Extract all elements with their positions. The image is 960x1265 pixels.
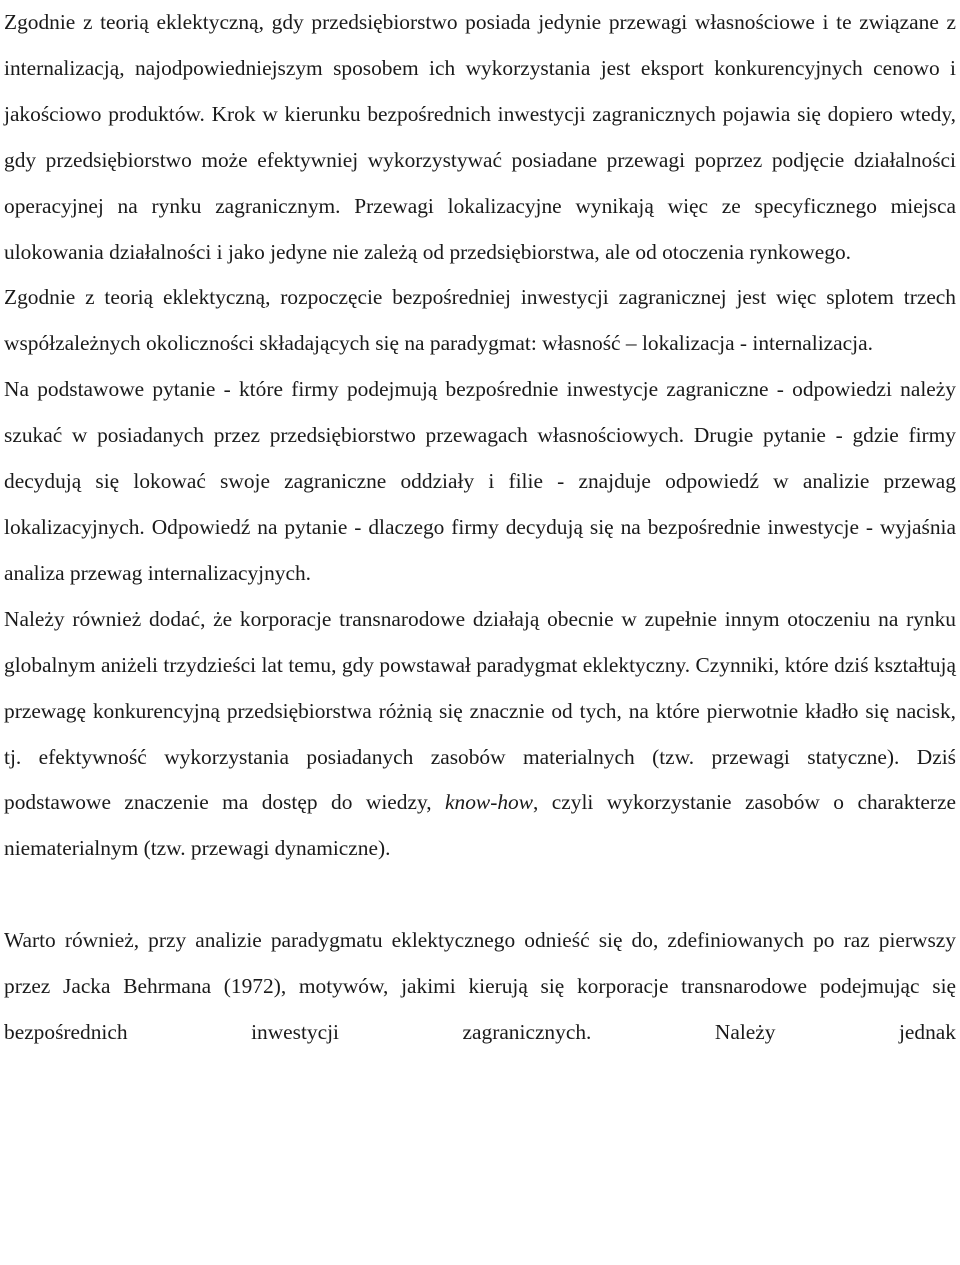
paragraph-text: Zgodnie z teorią eklektyczną, gdy przedsiębiorstwo posiada jedynie przewagi własnościowe i te związane z internalizacją, najodpowiedniejszym sposobem ich wykorzystania jest eksport konkurencyjnych cenowo i jakościowo produktów. Krok w kierunku bezpośrednich inwestycji zagranicznych pojawia się dopiero wtedy, gdy przedsiębiorstwo może efektywniej wykorzystywać posiadane przewagi poprzez podjęcie działalności operacyjnej na rynku zagranicznym. Przewagi lokalizacyjne wynikają więc ze specyficznego miejsca ulokowania działalności i jako jedyne nie zależą od przedsiębiorstwa, ale od otoczenia rynkowego. [4,10,956,264]
paragraph-text: Zgodnie z teorią eklektyczną, rozpoczęcie bezpośredniej inwestycji zagranicznej jest więc splotem trzech współzależnych okoliczności składających się na paradygmat: własność – lokalizacja - internalizacja. [4,285,956,356]
paragraph-text: Należy również dodać, że korporacje transnarodowe działają obecnie w zupełnie innym otoczeniu na rynku globalnym aniżeli trzydzieści lat temu, gdy powstawał paradygmat eklektyczny. Czynniki, które dziś kształtują przewagę konkurencyjną przedsiębiorstwa różnią się znacznie od tych, na które pierwotnie kładło się nacisk, tj. efektywność wykorzystania posiadanych zasobów materialnych (tzw. przewagi statyczne). Dziś podstawowe znaczenie ma dostęp do wiedzy, [4,606,956,815]
paragraph-oli-paradigm [4,275,956,367]
paragraph-eclectic-theory-advantages [4,0,956,275]
paragraph-italic-term: know-how [445,790,533,815]
paragraph-behrman-motives [4,918,956,1056]
paragraph-text: , czyli wykorzystanie zasobów o charakterze niematerialnym (tzw. przewagi dynamiczne). [4,790,956,861]
paragraph-text: Warto również, przy analizie paradygmatu eklektycznego odnieść się do, zdefiniowanych po raz pierwszy przez Jacka Behrmana (1972), motywów, jakimi kierują się korporacje transnarodowe podejmując się bezpośrednich inwestycji zagranicznych. Należy jednak [4,928,956,1044]
document-page [4,0,956,1056]
paragraph-spacer [4,872,956,918]
paragraph-text: Na podstawowe pytanie - które firmy podejmują bezpośrednie inwestycje zagraniczne - odpowiedzi należy szukać w posiadanych przez przedsiębiorstwo przewagach własnościowych. Drugie pytanie - gdzie firmy decydują się lokować swoje zagraniczne oddziały i filie - znajduje odpowiedź w analizie przewag lokalizacyjnych. Odpowiedź na pytanie - dlaczego firmy decydują się na bezpośrednie inwestycje - wyjaśnia analiza przewag internalizacyjnych. [4,377,956,585]
paragraph-global-market-changes [4,597,956,872]
paragraph-basic-questions [4,367,956,597]
